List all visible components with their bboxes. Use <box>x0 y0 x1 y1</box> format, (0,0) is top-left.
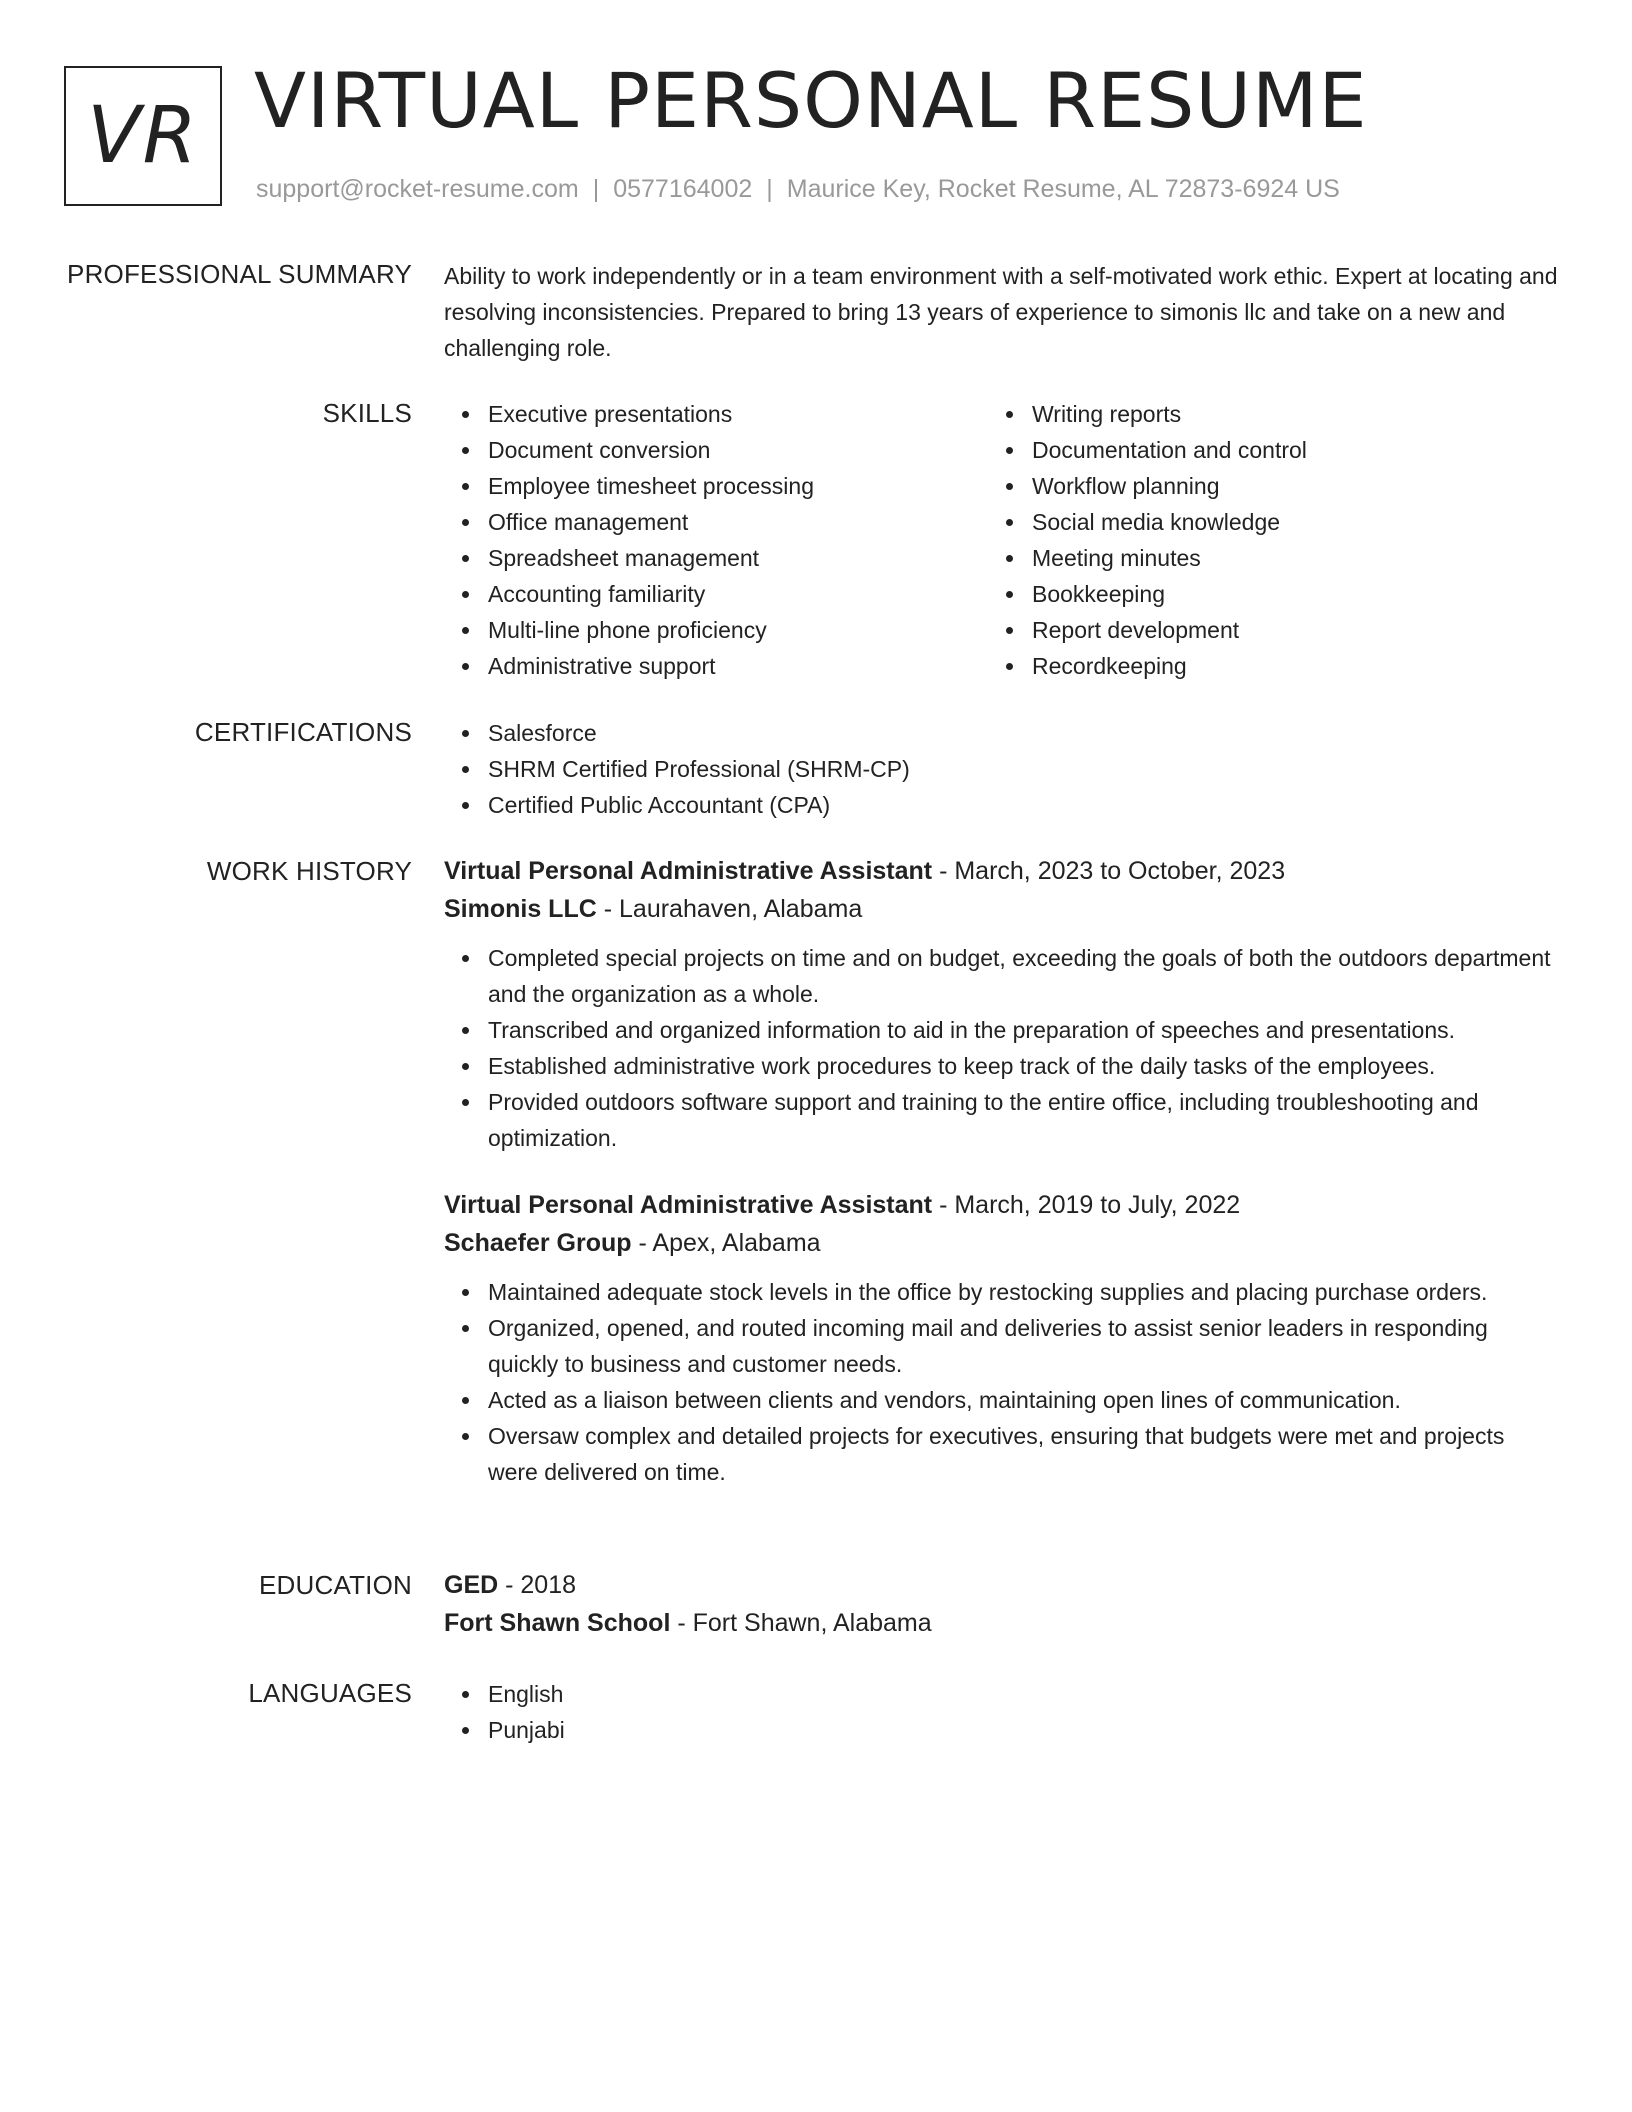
list-item: Employee timesheet processing <box>444 468 984 504</box>
list-item: Acted as a liaison between clients and vendors, maintaining open lines of communication. <box>444 1382 1558 1418</box>
resume-name: VIRTUAL PERSONAL RESUME <box>254 56 1368 145</box>
job-dates: - March, 2019 to July, 2022 <box>932 1191 1241 1219</box>
job-entry <box>444 852 1558 1156</box>
list-item: Report development <box>988 612 1528 648</box>
languages-list <box>444 1676 1558 1748</box>
summary-text: Ability to work independently or in a team environment with a self-motivated work ethic. Expert at locating and resolving inconsistencies. Prepared to bring 13 years of experience to simonis llc and take on a new and challenging role. <box>444 263 1558 361</box>
list-item: Executive presentations <box>444 396 984 432</box>
section-heading: SKILLS <box>322 398 412 428</box>
list-item: Document conversion <box>444 432 984 468</box>
skills-list-left <box>444 396 984 684</box>
education-degree: GED <box>444 1571 499 1599</box>
education-year: - 2018 <box>498 1571 577 1599</box>
certifications-list <box>444 715 1558 823</box>
list-item: English <box>444 1676 1558 1712</box>
list-item: SHRM Certified Professional (SHRM-CP) <box>444 751 1558 787</box>
list-item: Established administrative work procedures to keep track of the daily tasks of the employees. <box>444 1048 1558 1084</box>
monogram-logo: VR <box>64 66 222 206</box>
list-item: Punjabi <box>444 1712 1558 1748</box>
list-item: Maintained adequate stock levels in the office by restocking supplies and placing purchase orders. <box>444 1274 1558 1310</box>
list-item: Documentation and control <box>988 432 1528 468</box>
skills-list-right <box>988 396 1528 684</box>
list-item: Completed special projects on time and on budget, exceeding the goals of both the outdoors department and the organization as a whole. <box>444 940 1558 1012</box>
job-title: Virtual Personal Administrative Assistant <box>444 1191 933 1219</box>
contact-separator: | <box>766 175 773 203</box>
job-duties-list <box>444 1274 1558 1490</box>
education-location: - Fort Shawn, Alabama <box>670 1609 932 1637</box>
list-item: Oversaw complex and detailed projects for executives, ensuring that budgets were met and projects were delivered on time. <box>444 1418 1558 1490</box>
contact-phone: 0577164002 <box>613 175 753 203</box>
job-company-line <box>444 1224 1558 1262</box>
list-item: Office management <box>444 504 984 540</box>
section-heading: PROFESSIONAL SUMMARY <box>67 259 412 289</box>
job-title-line <box>444 852 1558 890</box>
education-school: Fort Shawn School <box>444 1609 671 1637</box>
contact-separator: | <box>592 175 600 203</box>
list-item: Administrative support <box>444 648 984 684</box>
job-company: Schaefer Group <box>444 1229 632 1257</box>
list-item: Transcribed and organized information to aid in the preparation of speeches and presentations. <box>444 1012 1558 1048</box>
education-school-line <box>444 1604 1558 1642</box>
job-duties-list <box>444 940 1558 1156</box>
list-item: Workflow planning <box>988 468 1528 504</box>
section-heading: CERTIFICATIONS <box>194 717 412 747</box>
education-degree-line <box>444 1566 1558 1604</box>
list-item: Bookkeeping <box>988 576 1528 612</box>
contact-line <box>256 172 1340 206</box>
contact-address: Maurice Key, Rocket Resume, AL 72873-6924 US <box>786 175 1340 203</box>
list-item: Certified Public Accountant (CPA) <box>444 787 1558 823</box>
section-heading: WORK HISTORY <box>206 856 412 886</box>
contact-email: support@rocket-resume.com <box>256 175 579 203</box>
job-location: - Apex, Alabama <box>631 1229 821 1257</box>
section-heading: LANGUAGES <box>248 1678 412 1708</box>
job-dates: - March, 2023 to October, 2023 <box>932 857 1286 885</box>
list-item: Accounting familiarity <box>444 576 984 612</box>
list-item: Provided outdoors software support and training to the entire office, including troubleshooting and optimization. <box>444 1084 1558 1156</box>
list-item: Organized, opened, and routed incoming mail and deliveries to assist senior leaders in responding quickly to business and customer needs. <box>444 1310 1558 1382</box>
section-heading: EDUCATION <box>259 1570 412 1600</box>
job-location: - Laurahaven, Alabama <box>596 895 863 923</box>
list-item: Writing reports <box>988 396 1528 432</box>
list-item: Meeting minutes <box>988 540 1528 576</box>
list-item: Social media knowledge <box>988 504 1528 540</box>
job-company-line <box>444 890 1558 928</box>
list-item: Multi-line phone proficiency <box>444 612 984 648</box>
list-item: Spreadsheet management <box>444 540 984 576</box>
job-entry <box>444 1186 1558 1490</box>
list-item: Salesforce <box>444 715 1558 751</box>
job-title-line <box>444 1186 1558 1224</box>
job-title: Virtual Personal Administrative Assistant <box>444 857 933 885</box>
job-company: Simonis LLC <box>444 895 597 923</box>
list-item: Recordkeeping <box>988 648 1528 684</box>
